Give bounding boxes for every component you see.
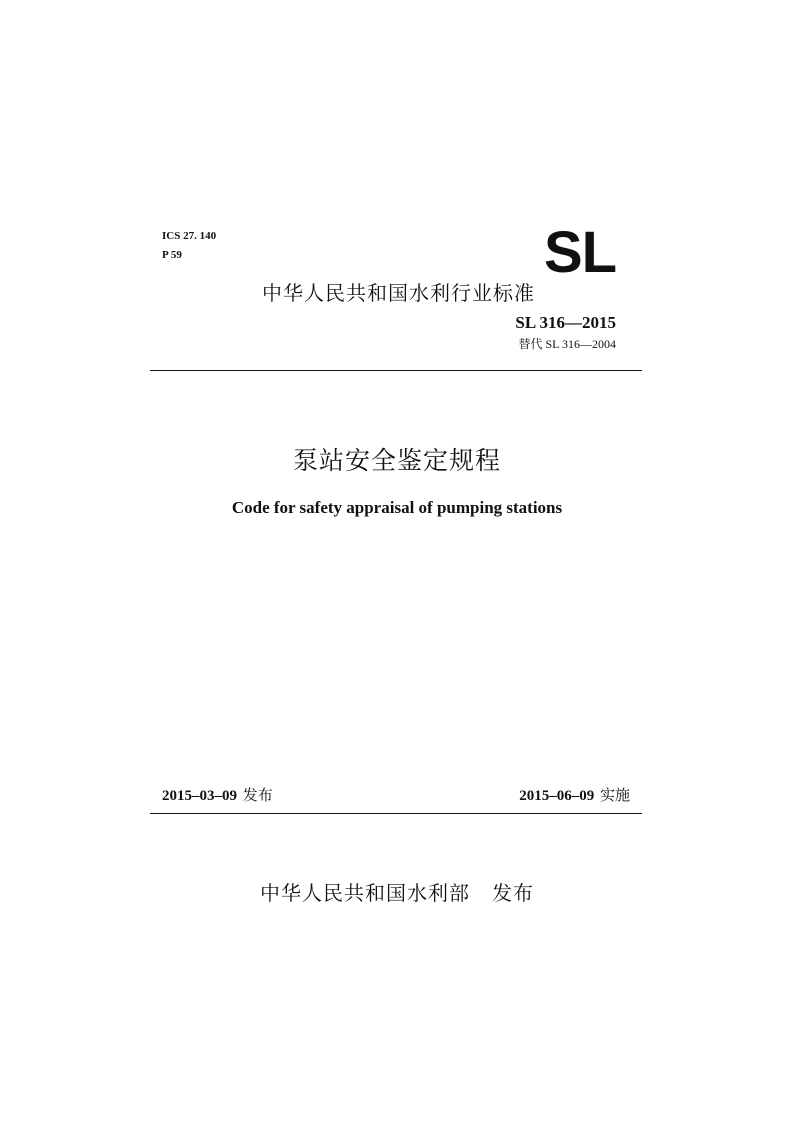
p-code: P 59	[162, 249, 182, 261]
bottom-divider	[150, 813, 642, 814]
industry-standard-heading: 中华人民共和国水利行业标准	[262, 281, 535, 305]
implement-date-line	[519, 786, 630, 806]
title-english: Code for safety appraisal of pumping stations	[231, 498, 563, 517]
publisher-line	[0, 881, 794, 905]
publisher-name: 中华人民共和国水利部	[260, 881, 470, 905]
top-divider	[150, 370, 642, 371]
publisher-action: 发布	[492, 881, 534, 905]
implement-label: 实施	[599, 786, 630, 804]
replaces-standard: 替代 SL 316—2004	[518, 337, 616, 351]
sl-logo: SL	[544, 220, 617, 285]
issue-label: 发布	[242, 786, 273, 804]
implement-date: 2015–06–09	[519, 788, 595, 804]
ics-code: ICS 27. 140	[162, 230, 217, 242]
issue-date-line	[162, 786, 273, 806]
standard-number: SL 316—2015	[515, 313, 616, 332]
issue-date: 2015–03–09	[162, 788, 237, 804]
title-chinese: 泵站安全鉴定规程	[292, 446, 501, 475]
